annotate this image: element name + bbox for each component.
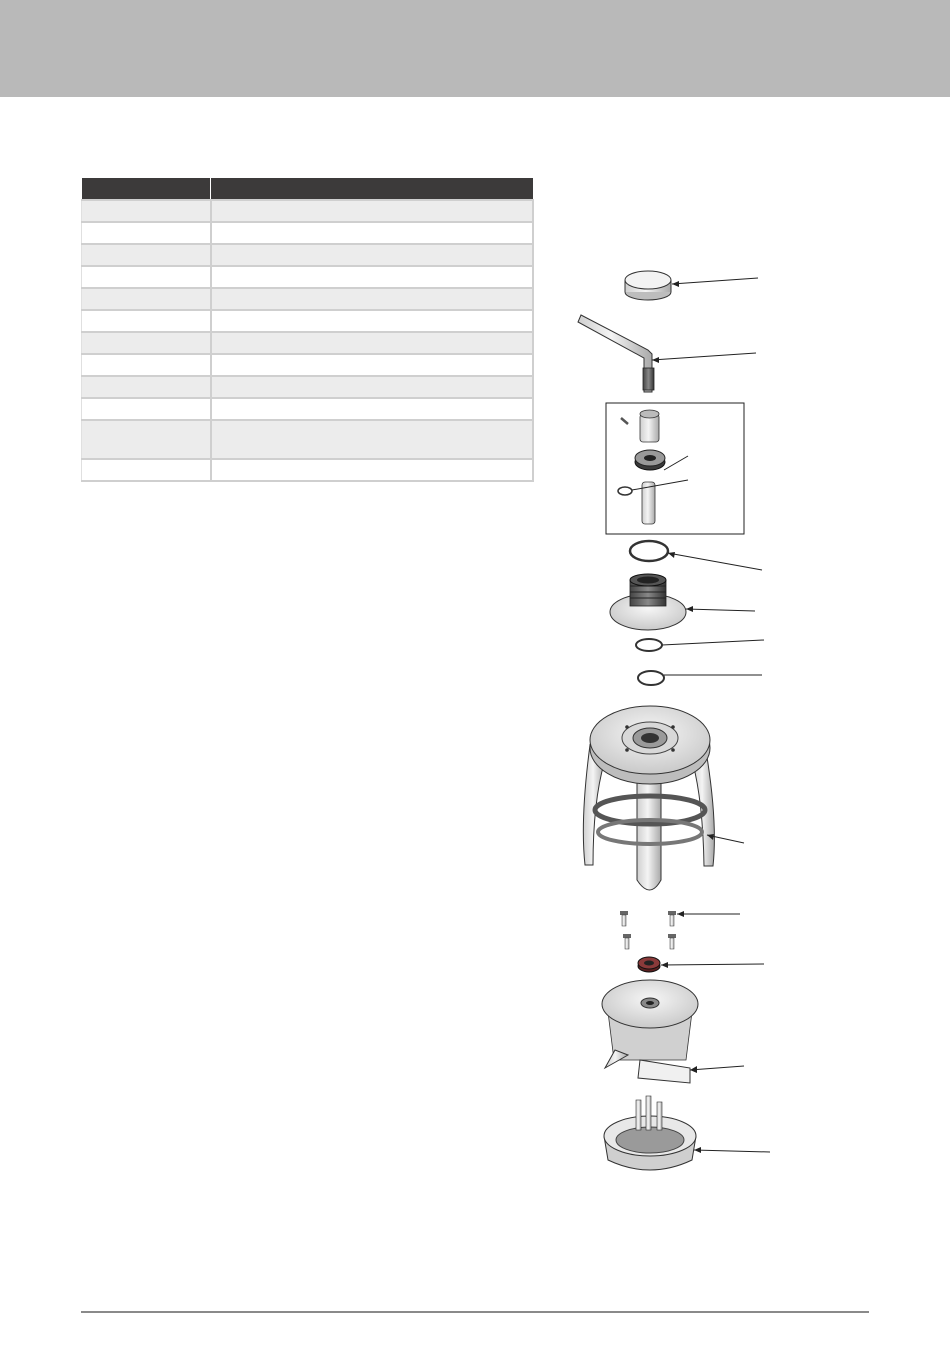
cell-part-number: [82, 266, 211, 288]
cell-part-number: [82, 459, 211, 481]
part-motor-stand: [583, 706, 744, 890]
cell-description: [211, 244, 533, 266]
cell-description: [211, 222, 533, 244]
table-row: [82, 354, 533, 376]
cell-part-number: [82, 420, 211, 459]
cell-part-number: [82, 332, 211, 354]
cell-part-number: [82, 222, 211, 244]
table-row: [82, 200, 533, 222]
part-threaded-flange: [610, 574, 755, 630]
table-row: [82, 288, 533, 310]
part-impeller: [602, 980, 744, 1083]
table-row: [82, 459, 533, 481]
cell-description: [211, 459, 533, 481]
table-row: [82, 310, 533, 332]
cell-part-number: [82, 310, 211, 332]
cell-part-number: [82, 376, 211, 398]
cell-part-number: [82, 398, 211, 420]
cell-description: [211, 310, 533, 332]
part-snap-ring: [638, 671, 762, 685]
table-row: [82, 266, 533, 288]
parts-table: [81, 178, 534, 482]
exploded-parts-drawing: [560, 250, 800, 1210]
cell-part-number: [82, 200, 211, 222]
table-header-row: [82, 178, 533, 200]
part-small-o-ring: [636, 639, 764, 651]
cell-part-number: [82, 288, 211, 310]
cell-part-number: [82, 244, 211, 266]
page-header-band: [0, 0, 950, 97]
cell-description: [211, 266, 533, 288]
cell-description: [211, 420, 533, 459]
cell-description: [211, 376, 533, 398]
table-row: [82, 420, 533, 459]
part-hex-key: [578, 315, 756, 392]
table-row: [82, 398, 533, 420]
part-impeller-housing: [604, 1096, 770, 1170]
cell-description: [211, 332, 533, 354]
part-bearing-seal: [638, 957, 764, 972]
table-row: [82, 332, 533, 354]
cell-description: [211, 200, 533, 222]
cell-description: [211, 288, 533, 310]
part-o-ring: [630, 541, 762, 570]
header-description: [211, 178, 533, 200]
cell-description: [211, 398, 533, 420]
part-screws: [620, 911, 740, 949]
table-row: [82, 222, 533, 244]
footer-rule: [81, 1311, 869, 1313]
part-shaft-kit: [606, 403, 744, 534]
cell-part-number: [82, 354, 211, 376]
part-cap: [625, 271, 758, 300]
table-row: [82, 376, 533, 398]
cell-description: [211, 354, 533, 376]
header-part-number: [82, 178, 211, 200]
table-row: [82, 244, 533, 266]
